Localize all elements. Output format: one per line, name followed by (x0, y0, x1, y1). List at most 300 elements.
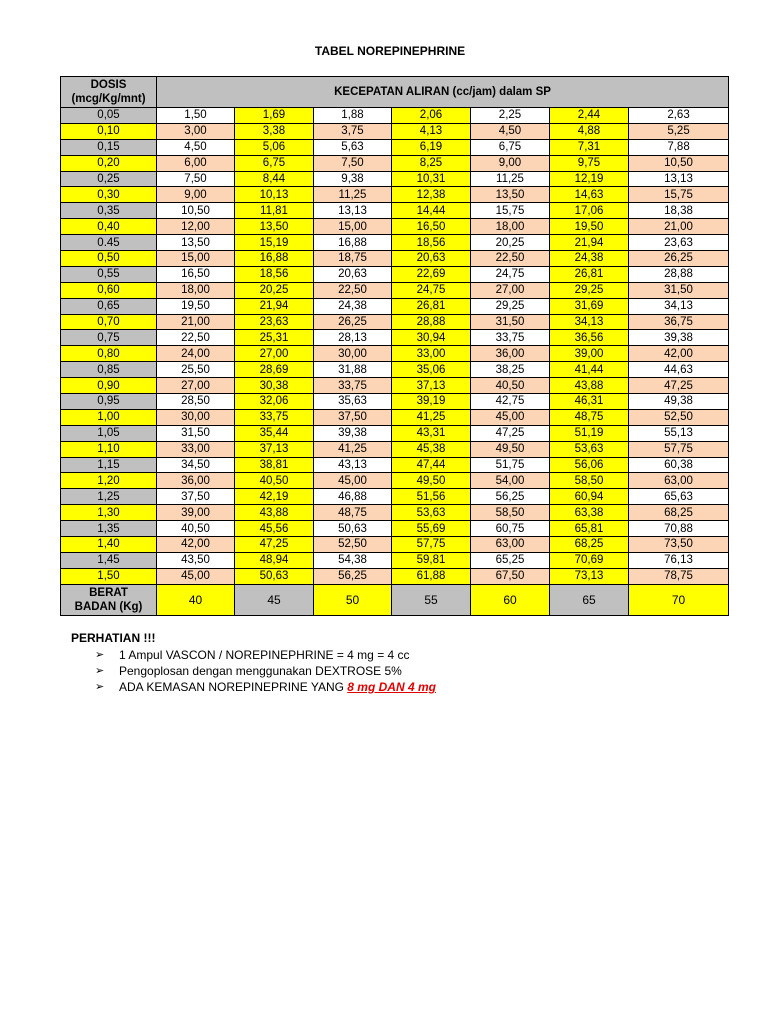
rate-cell: 40,50 (471, 378, 550, 394)
rate-cell: 16,88 (235, 251, 314, 267)
rate-cell: 24,75 (471, 266, 550, 282)
rate-cell: 13,50 (157, 235, 235, 251)
rate-cell: 21,00 (629, 219, 729, 235)
note-text: 1 Ampul VASCON / NOREPINEPHRINE = 4 mg = 4 cc (119, 648, 410, 662)
rate-cell: 6,75 (471, 139, 550, 155)
rate-cell: 50,63 (314, 521, 392, 537)
rate-cell: 2,25 (471, 108, 550, 124)
table-row (61, 568, 729, 584)
table-row (61, 203, 729, 219)
table-row (61, 187, 729, 203)
rate-cell: 1,50 (157, 108, 235, 124)
rate-cell: 26,81 (392, 298, 471, 314)
rate-cell: 22,69 (392, 266, 471, 282)
table-row (61, 394, 729, 410)
rate-cell: 26,25 (629, 251, 729, 267)
arrow-bullet-icon: ➢ (95, 681, 105, 693)
arrow-bullet-icon: ➢ (95, 665, 105, 677)
arrow-bullet-icon: ➢ (95, 649, 105, 661)
dose-cell: 0,20 (61, 155, 157, 171)
dose-cell: 0,35 (61, 203, 157, 219)
rate-cell: 65,81 (550, 521, 629, 537)
rate-cell: 39,38 (629, 330, 729, 346)
rate-cell: 19,50 (157, 298, 235, 314)
rate-cell: 27,00 (235, 346, 314, 362)
rate-cell: 19,50 (550, 219, 629, 235)
rate-cell: 56,25 (471, 489, 550, 505)
rate-cell: 7,31 (550, 139, 629, 155)
dose-cell: 0,50 (61, 251, 157, 267)
weight-cell: 50 (314, 584, 392, 615)
rate-cell: 3,00 (157, 123, 235, 139)
table-row (61, 298, 729, 314)
rate-cell: 5,25 (629, 123, 729, 139)
rate-cell: 18,38 (629, 203, 729, 219)
rate-cell: 41,44 (550, 362, 629, 378)
rate-cell: 23,63 (235, 314, 314, 330)
rate-cell: 23,63 (629, 235, 729, 251)
table-row (61, 171, 729, 187)
dose-cell: 0,55 (61, 266, 157, 282)
rate-cell: 67,50 (471, 568, 550, 584)
rate-cell: 49,50 (471, 441, 550, 457)
rate-cell: 39,00 (157, 505, 235, 521)
rate-cell: 37,50 (157, 489, 235, 505)
note-text: Pengoplosan dengan menggunakan DEXTROSE 5% (119, 664, 402, 678)
dose-cell: 0,10 (61, 123, 157, 139)
rate-cell: 37,50 (314, 409, 392, 425)
rate-cell: 2,06 (392, 108, 471, 124)
rate-cell: 8,25 (392, 155, 471, 171)
rate-cell: 15,00 (314, 219, 392, 235)
rate-cell: 60,75 (471, 521, 550, 537)
rate-cell: 42,00 (629, 346, 729, 362)
rate-cell: 20,25 (471, 235, 550, 251)
rate-cell: 15,19 (235, 235, 314, 251)
rate-cell: 48,75 (314, 505, 392, 521)
table-row (61, 346, 729, 362)
rate-cell: 5,63 (314, 139, 392, 155)
dose-cell: 0,60 (61, 282, 157, 298)
rate-cell: 20,63 (392, 251, 471, 267)
rate-cell: 22,50 (471, 251, 550, 267)
rate-cell: 31,50 (471, 314, 550, 330)
rate-cell: 31,50 (157, 425, 235, 441)
rate-cell: 34,13 (550, 314, 629, 330)
dose-cell: 0,80 (61, 346, 157, 362)
table-row (61, 314, 729, 330)
rate-cell: 43,88 (235, 505, 314, 521)
rate-cell: 65,25 (471, 552, 550, 568)
rate-cell: 32,06 (235, 394, 314, 410)
rate-cell: 9,00 (157, 187, 235, 203)
list-item (95, 663, 436, 679)
rate-cell: 18,00 (157, 282, 235, 298)
table-row (61, 219, 729, 235)
dose-cell: 0,30 (61, 187, 157, 203)
rate-cell: 11,25 (314, 187, 392, 203)
table-row (61, 362, 729, 378)
weight-label-line1: BERAT (89, 586, 128, 599)
rate-cell: 4,50 (157, 139, 235, 155)
rate-cell: 9,38 (314, 171, 392, 187)
rate-cell: 7,88 (629, 139, 729, 155)
rate-cell: 29,25 (471, 298, 550, 314)
table-row (61, 473, 729, 489)
rate-cell: 6,75 (235, 155, 314, 171)
dose-header-line2: (mcg/Kg/mnt) (71, 93, 146, 105)
rate-cell: 59,81 (392, 552, 471, 568)
rate-cell: 47,44 (392, 457, 471, 473)
table-row (61, 266, 729, 282)
rate-cell: 63,00 (629, 473, 729, 489)
rate-cell: 48,75 (550, 409, 629, 425)
rate-cell: 25,31 (235, 330, 314, 346)
rate-cell: 34,13 (629, 298, 729, 314)
table-row (61, 489, 729, 505)
notes-list (71, 647, 436, 695)
dose-cell: 1,25 (61, 489, 157, 505)
rate-cell: 45,56 (235, 521, 314, 537)
rate-cell: 6,00 (157, 155, 235, 171)
rate-cell: 68,25 (550, 537, 629, 553)
dose-cell: 1,50 (61, 568, 157, 584)
weight-label-cell (61, 584, 157, 615)
rate-cell: 18,75 (314, 251, 392, 267)
rate-cell: 18,56 (235, 266, 314, 282)
rate-cell: 2,44 (550, 108, 629, 124)
rate-cell: 36,75 (629, 314, 729, 330)
dose-cell: 1,45 (61, 552, 157, 568)
rate-cell: 10,50 (157, 203, 235, 219)
rate-cell: 54,38 (314, 552, 392, 568)
rate-cell: 26,81 (550, 266, 629, 282)
rate-cell: 63,38 (550, 505, 629, 521)
weight-cell: 55 (392, 584, 471, 615)
rate-cell: 4,88 (550, 123, 629, 139)
rate-cell: 8,44 (235, 171, 314, 187)
rate-cell: 46,88 (314, 489, 392, 505)
notes-section (71, 631, 436, 695)
dose-cell: 1,10 (61, 441, 157, 457)
rate-cell: 30,00 (314, 346, 392, 362)
rate-cell: 39,19 (392, 394, 471, 410)
dose-cell: 1,40 (61, 537, 157, 553)
rate-cell: 33,75 (471, 330, 550, 346)
rate-cell: 16,88 (314, 235, 392, 251)
table-row (61, 123, 729, 139)
rate-cell: 21,94 (550, 235, 629, 251)
dose-cell: 0,05 (61, 108, 157, 124)
weight-cell: 60 (471, 584, 550, 615)
rate-cell: 35,44 (235, 425, 314, 441)
rate-cell: 35,63 (314, 394, 392, 410)
rate-cell: 12,38 (392, 187, 471, 203)
rate-cell: 21,00 (157, 314, 235, 330)
rate-cell: 57,75 (392, 537, 471, 553)
rate-cell: 10,50 (629, 155, 729, 171)
rate-cell: 33,75 (314, 378, 392, 394)
rate-cell: 47,25 (471, 425, 550, 441)
rate-cell: 1,88 (314, 108, 392, 124)
rate-cell: 45,38 (392, 441, 471, 457)
rate-cell: 18,56 (392, 235, 471, 251)
rate-cell: 51,75 (471, 457, 550, 473)
weight-cell: 40 (157, 584, 235, 615)
list-item (95, 647, 436, 663)
rate-cell: 33,00 (392, 346, 471, 362)
rate-cell: 68,25 (629, 505, 729, 521)
rate-cell: 49,50 (392, 473, 471, 489)
rate-cell: 56,25 (314, 568, 392, 584)
dose-cell: 0,95 (61, 394, 157, 410)
list-item (95, 679, 436, 695)
table-row (61, 139, 729, 155)
rate-cell: 41,25 (392, 409, 471, 425)
rate-cell: 27,00 (157, 378, 235, 394)
note-highlight: 8 mg DAN 4 mg (347, 680, 436, 694)
dose-cell: 0,85 (61, 362, 157, 378)
rate-cell: 42,75 (471, 394, 550, 410)
rate-cell: 24,00 (157, 346, 235, 362)
dose-cell: 1,35 (61, 521, 157, 537)
rate-cell: 33,00 (157, 441, 235, 457)
rate-cell: 39,38 (314, 425, 392, 441)
rate-cell: 70,88 (629, 521, 729, 537)
table-header-row (61, 77, 729, 108)
rate-cell: 13,13 (629, 171, 729, 187)
rate-cell: 31,69 (550, 298, 629, 314)
rate-cell: 9,75 (550, 155, 629, 171)
rate-cell: 46,31 (550, 394, 629, 410)
rate-cell: 28,88 (629, 266, 729, 282)
rate-cell: 57,75 (629, 441, 729, 457)
rate-cell: 15,75 (629, 187, 729, 203)
rate-cell: 37,13 (235, 441, 314, 457)
rate-cell: 11,25 (471, 171, 550, 187)
rate-cell: 58,50 (471, 505, 550, 521)
rate-cell: 55,69 (392, 521, 471, 537)
rate-cell: 53,63 (392, 505, 471, 521)
rate-cell: 52,50 (314, 537, 392, 553)
page-title: TABEL NOREPINEPHRINE (314, 44, 466, 58)
rate-cell: 16,50 (392, 219, 471, 235)
rate-cell: 47,25 (629, 378, 729, 394)
rate-cell: 31,88 (314, 362, 392, 378)
rate-cell: 28,88 (392, 314, 471, 330)
rate-cell: 30,94 (392, 330, 471, 346)
rate-cell: 30,00 (157, 409, 235, 425)
rate-cell: 28,13 (314, 330, 392, 346)
dose-cell: 1,20 (61, 473, 157, 489)
table-row (61, 251, 729, 267)
dose-cell: 0,15 (61, 139, 157, 155)
rate-cell: 26,25 (314, 314, 392, 330)
dose-cell: 0,65 (61, 298, 157, 314)
rate-cell: 10,13 (235, 187, 314, 203)
rate-cell: 36,00 (157, 473, 235, 489)
rate-cell: 13,50 (235, 219, 314, 235)
norepinephrine-table (60, 76, 729, 616)
rate-cell: 12,00 (157, 219, 235, 235)
rate-cell: 56,06 (550, 457, 629, 473)
weight-label-line2: BADAN (Kg) (74, 600, 143, 613)
rate-cell: 48,94 (235, 552, 314, 568)
rate-cell: 63,00 (471, 537, 550, 553)
rate-cell: 40,50 (235, 473, 314, 489)
rate-cell: 1,69 (235, 108, 314, 124)
rate-cell: 45,00 (471, 409, 550, 425)
dose-cell: 0,70 (61, 314, 157, 330)
rate-cell: 21,94 (235, 298, 314, 314)
notes-title: PERHATIAN !!! (71, 631, 156, 645)
rate-cell: 73,50 (629, 537, 729, 553)
dose-cell: 0.45 (61, 235, 157, 251)
rate-cell: 40,50 (157, 521, 235, 537)
rate-cell: 12,19 (550, 171, 629, 187)
rate-cell: 45,00 (314, 473, 392, 489)
table-row (61, 441, 729, 457)
rate-cell: 41,25 (314, 441, 392, 457)
rate-cell: 14,44 (392, 203, 471, 219)
rate-cell: 16,50 (157, 266, 235, 282)
rate-cell: 36,56 (550, 330, 629, 346)
weight-cell: 65 (550, 584, 629, 615)
rate-cell: 24,75 (392, 282, 471, 298)
rate-cell: 29,25 (550, 282, 629, 298)
rate-cell: 4,50 (471, 123, 550, 139)
table-row (61, 552, 729, 568)
rate-cell: 34,50 (157, 457, 235, 473)
rate-cell: 4,13 (392, 123, 471, 139)
rate-cell: 43,31 (392, 425, 471, 441)
table-row (61, 235, 729, 251)
rate-cell: 52,50 (629, 409, 729, 425)
rate-cell: 42,19 (235, 489, 314, 505)
table-row (61, 505, 729, 521)
rate-cell: 39,00 (550, 346, 629, 362)
rate-cell: 13,13 (314, 203, 392, 219)
flow-rate-header: KECEPATAN ALIRAN (cc/jam) dalam SP (157, 77, 729, 108)
rate-cell: 70,69 (550, 552, 629, 568)
rate-cell: 54,00 (471, 473, 550, 489)
rate-cell: 17,06 (550, 203, 629, 219)
rate-cell: 22,50 (157, 330, 235, 346)
rate-cell: 14,63 (550, 187, 629, 203)
rate-cell: 43,13 (314, 457, 392, 473)
rate-cell: 36,00 (471, 346, 550, 362)
rate-cell: 35,06 (392, 362, 471, 378)
rate-cell: 15,75 (471, 203, 550, 219)
rate-cell: 58,50 (550, 473, 629, 489)
rate-cell: 37,13 (392, 378, 471, 394)
rate-cell: 53,63 (550, 441, 629, 457)
rate-cell: 38,81 (235, 457, 314, 473)
rate-cell: 27,00 (471, 282, 550, 298)
dose-cell: 1,15 (61, 457, 157, 473)
rate-cell: 18,00 (471, 219, 550, 235)
note-text: ADA KEMASAN NOREPINEPRINE YANG (119, 680, 348, 694)
weight-cell: 70 (629, 584, 729, 615)
rate-cell: 60,94 (550, 489, 629, 505)
rate-cell: 2,63 (629, 108, 729, 124)
rate-cell: 60,38 (629, 457, 729, 473)
rate-cell: 33,75 (235, 409, 314, 425)
table-row (61, 155, 729, 171)
dose-cell: 0,25 (61, 171, 157, 187)
rate-cell: 45,00 (157, 568, 235, 584)
rate-cell: 43,88 (550, 378, 629, 394)
rate-cell: 10,31 (392, 171, 471, 187)
rate-cell: 55,13 (629, 425, 729, 441)
rate-cell: 73,13 (550, 568, 629, 584)
table-row (61, 457, 729, 473)
rate-cell: 3,75 (314, 123, 392, 139)
table-row (61, 521, 729, 537)
rate-cell: 9,00 (471, 155, 550, 171)
rate-cell: 51,19 (550, 425, 629, 441)
weight-row (61, 584, 729, 615)
rate-cell: 44,63 (629, 362, 729, 378)
rate-cell: 28,69 (235, 362, 314, 378)
rate-cell: 42,00 (157, 537, 235, 553)
table-row (61, 282, 729, 298)
dose-cell: 1,30 (61, 505, 157, 521)
rate-cell: 11,81 (235, 203, 314, 219)
rate-cell: 28,50 (157, 394, 235, 410)
rate-cell: 51,56 (392, 489, 471, 505)
table-row (61, 425, 729, 441)
table-row (61, 108, 729, 124)
rate-cell: 30,38 (235, 378, 314, 394)
rate-cell: 15,00 (157, 251, 235, 267)
dose-cell: 1,05 (61, 425, 157, 441)
rate-cell: 50,63 (235, 568, 314, 584)
dose-cell: 0,75 (61, 330, 157, 346)
rate-cell: 38,25 (471, 362, 550, 378)
rate-cell: 31,50 (629, 282, 729, 298)
rate-cell: 22,50 (314, 282, 392, 298)
dose-cell: 1,00 (61, 409, 157, 425)
dose-column-header (61, 77, 157, 108)
table-row (61, 330, 729, 346)
table-row (61, 378, 729, 394)
rate-cell: 7,50 (314, 155, 392, 171)
rate-cell: 24,38 (314, 298, 392, 314)
rate-cell: 13,50 (471, 187, 550, 203)
rate-cell: 43,50 (157, 552, 235, 568)
dose-header-line1: DOSIS (90, 79, 127, 91)
rate-cell: 6,19 (392, 139, 471, 155)
table-row (61, 409, 729, 425)
weight-cell: 45 (235, 584, 314, 615)
dose-cell: 0,40 (61, 219, 157, 235)
rate-cell: 24,38 (550, 251, 629, 267)
rate-cell: 3,38 (235, 123, 314, 139)
rate-cell: 5,06 (235, 139, 314, 155)
rate-cell: 49,38 (629, 394, 729, 410)
rate-cell: 25,50 (157, 362, 235, 378)
table-row (61, 537, 729, 553)
rate-cell: 47,25 (235, 537, 314, 553)
rate-cell: 65,63 (629, 489, 729, 505)
rate-cell: 20,25 (235, 282, 314, 298)
rate-cell: 20,63 (314, 266, 392, 282)
rate-cell: 78,75 (629, 568, 729, 584)
dose-cell: 0,90 (61, 378, 157, 394)
rate-cell: 61,88 (392, 568, 471, 584)
rate-cell: 76,13 (629, 552, 729, 568)
